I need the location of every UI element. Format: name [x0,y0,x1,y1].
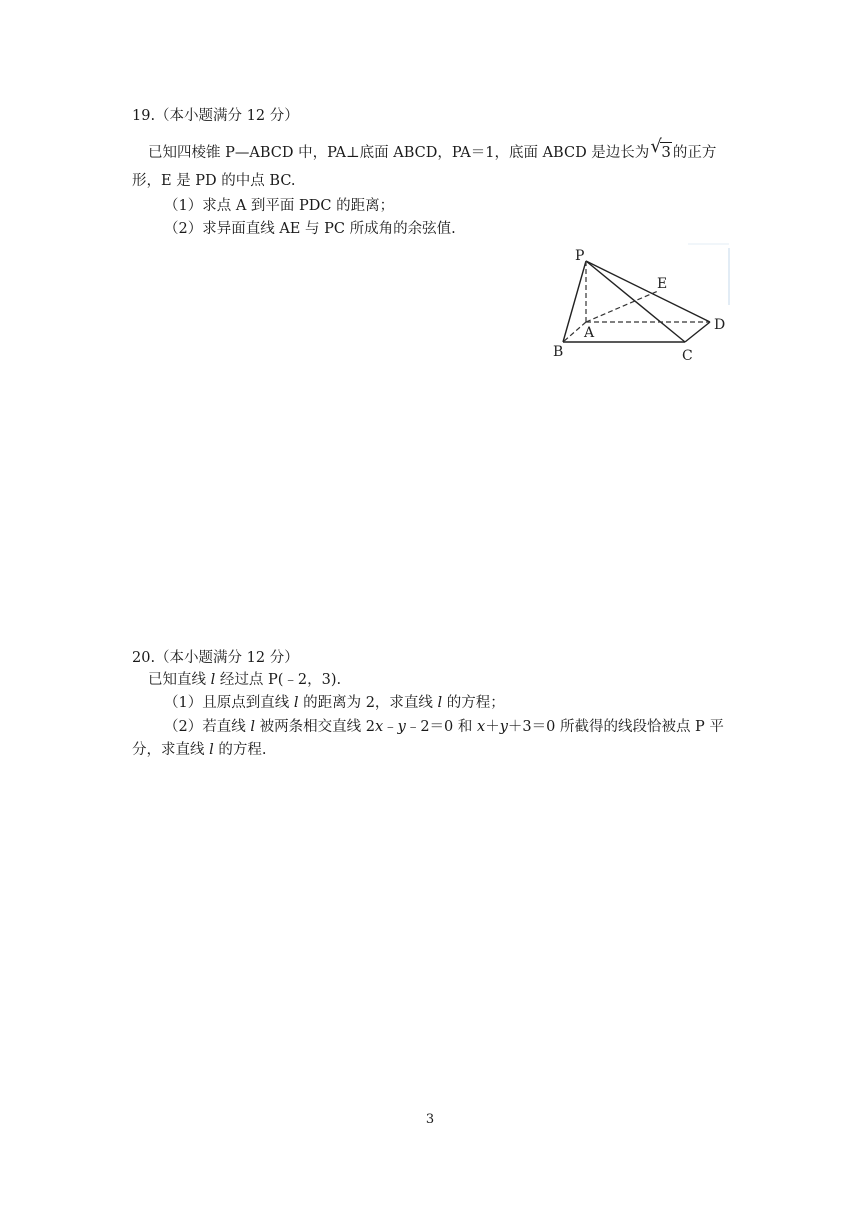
sqrt-symbol: √ 3 [650,136,671,161]
q20-part1: （1）且原点到直线 l 的距离为 2，求直线 l 的方程； [164,695,505,711]
label-C: C [682,348,693,364]
label-E: E [657,276,668,292]
edge-PC [586,261,685,342]
page-number: 3 [425,1112,435,1127]
label-A: A [584,325,595,341]
edge-PB [563,261,586,342]
q19-stem-part-b: 的正方 [672,145,717,161]
pyramid-figure [548,240,733,365]
edge-CD [685,322,710,342]
q20-part2: （2）若直线 l 被两条相交直线 2x﹣y﹣2＝0 和 x＋y＋3＝0 所截得的线段恰被点 P 平 [164,719,724,735]
q19-stem-line2: 形，E 是 PD 的中点 BC. [132,173,296,189]
label-P: P [575,248,585,264]
q20-stem: 已知直线 l 经过点 P(﹣2，3). [148,672,342,688]
q19-stem-line1 [148,136,717,162]
q19-part1: （1）求点 A 到平面 PDC 的距离； [164,198,395,214]
label-D: D [714,317,726,333]
q20-heading: 20.（本小题满分 12 分） [132,650,299,666]
q20-part2-cont: 分，求直线 l 的方程. [132,742,267,758]
q19-heading: 19.（本小题满分 12 分） [132,108,299,124]
edge-PD [586,261,710,322]
segment-AE [586,291,658,322]
label-B: B [553,344,564,360]
q19-stem-part-a: 已知四棱锥 P—ABCD 中，PA⊥底面 ABCD，PA＝1，底面 ABCD 是边长为 [148,145,650,161]
q19-part2: （2）求异面直线 AE 与 PC 所成角的余弦值. [164,221,456,237]
